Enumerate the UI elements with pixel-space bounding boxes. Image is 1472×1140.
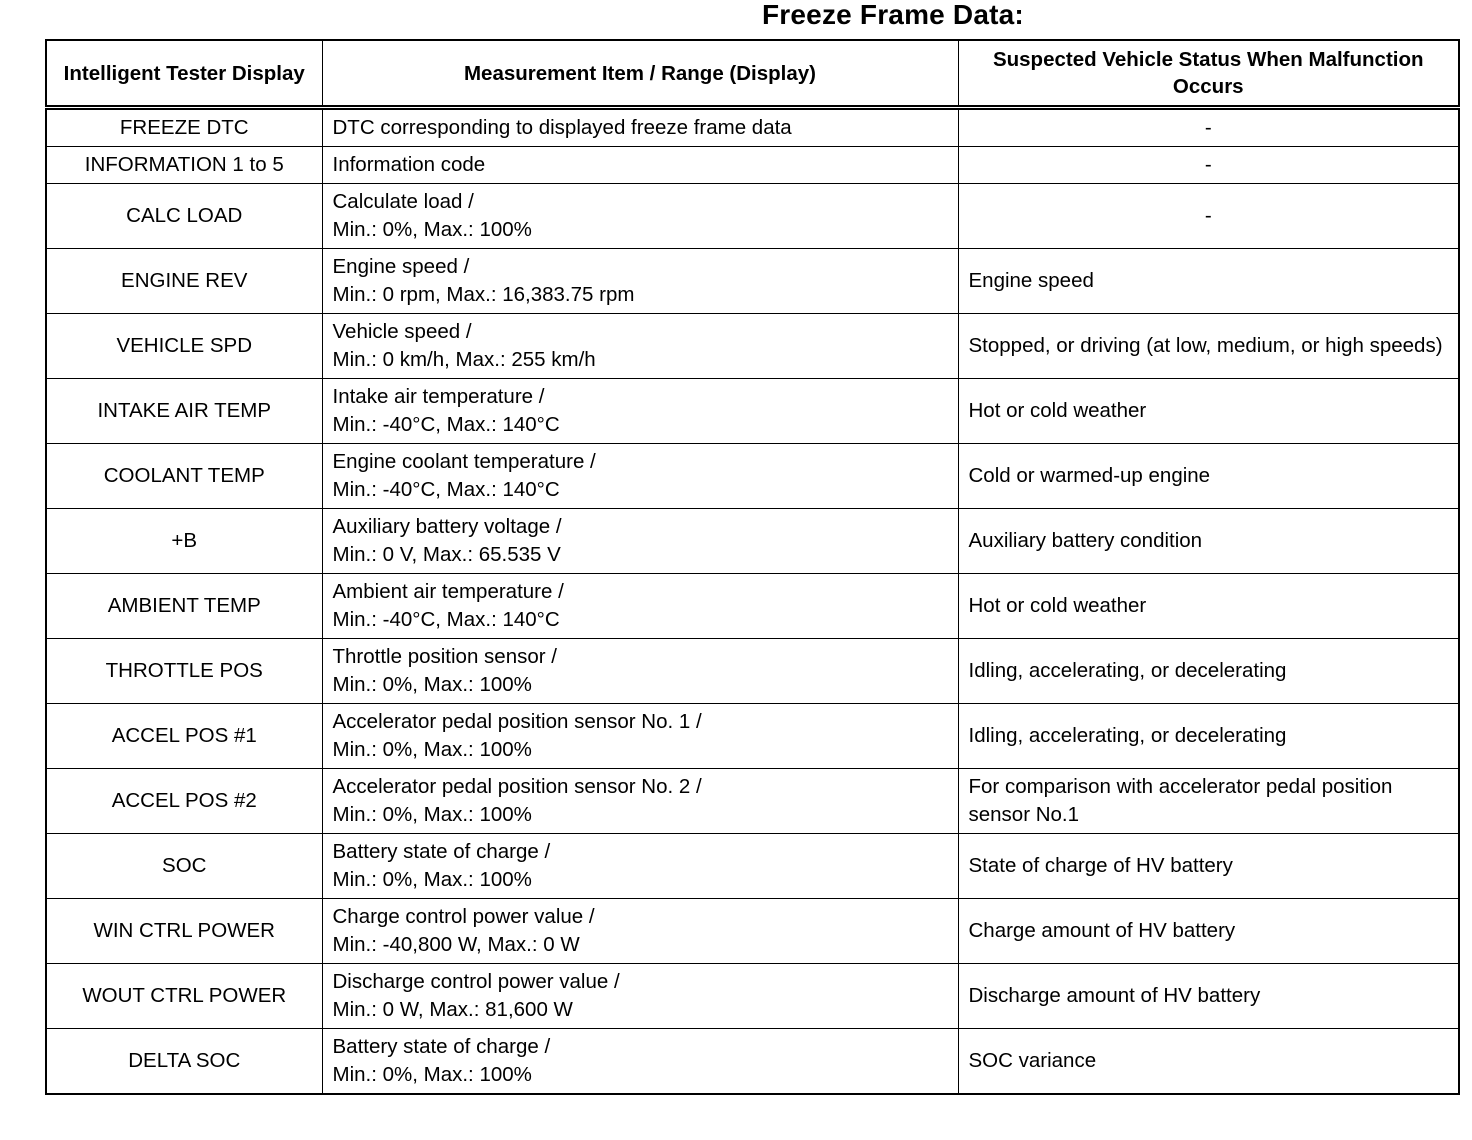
status-cell: Stopped, or driving (at low, medium, or high speeds) xyxy=(958,314,1459,379)
table-row xyxy=(46,834,1459,899)
measurement-range: Min.: -40°C, Max.: 140°C xyxy=(332,413,560,436)
measurement-cell xyxy=(322,108,958,147)
measurement-range: Min.: 0 rpm, Max.: 16,383.75 rpm xyxy=(332,283,635,306)
table-row xyxy=(46,769,1459,834)
tester-display-cell: WIN CTRL POWER xyxy=(46,899,322,964)
measurement-name: Charge control power value / xyxy=(332,905,595,928)
status-cell: Idling, accelerating, or decelerating xyxy=(958,639,1459,704)
measurement-cell xyxy=(322,574,958,639)
table-row xyxy=(46,639,1459,704)
status-cell: - xyxy=(958,184,1459,249)
status-cell: Idling, accelerating, or decelerating xyxy=(958,704,1459,769)
status-cell: Cold or warmed-up engine xyxy=(958,444,1459,509)
measurement-cell xyxy=(322,249,958,314)
tester-display-cell: FREEZE DTC xyxy=(46,108,322,147)
measurement-cell xyxy=(322,639,958,704)
tester-display-cell: ENGINE REV xyxy=(46,249,322,314)
measurement-cell xyxy=(322,147,958,184)
status-cell: Engine speed xyxy=(958,249,1459,314)
table-row xyxy=(46,184,1459,249)
tester-display-cell: ACCEL POS #1 xyxy=(46,704,322,769)
measurement-name: Throttle position sensor / xyxy=(332,645,557,668)
page-title: Freeze Frame Data: xyxy=(762,0,1024,30)
status-cell: Discharge amount of HV battery xyxy=(958,964,1459,1029)
measurement-name: Accelerator pedal position sensor No. 2 / xyxy=(332,775,702,798)
table-row xyxy=(46,574,1459,639)
table-row xyxy=(46,444,1459,509)
status-cell: Hot or cold weather xyxy=(958,379,1459,444)
measurement-range: Min.: -40,800 W, Max.: 0 W xyxy=(332,933,580,956)
measurement-name: Battery state of charge / xyxy=(332,840,551,863)
status-cell: - xyxy=(958,147,1459,184)
tester-display-cell: ACCEL POS #2 xyxy=(46,769,322,834)
table-row xyxy=(46,249,1459,314)
measurement-range: Min.: 0 V, Max.: 65.535 V xyxy=(332,543,561,566)
tester-display-cell: VEHICLE SPD xyxy=(46,314,322,379)
measurement-name: Engine speed / xyxy=(332,255,470,278)
header-tester-display: Intelligent Tester Display xyxy=(46,40,322,108)
measurement-name: Vehicle speed / xyxy=(332,320,472,343)
measurement-name: Engine coolant temperature / xyxy=(332,450,596,473)
table-header-row xyxy=(46,40,1459,108)
table-row xyxy=(46,314,1459,379)
table-row xyxy=(46,899,1459,964)
tester-display-cell: AMBIENT TEMP xyxy=(46,574,322,639)
measurement-cell xyxy=(322,379,958,444)
measurement-name: Intake air temperature / xyxy=(332,385,545,408)
measurement-range: Min.: -40°C, Max.: 140°C xyxy=(332,608,560,631)
measurement-cell xyxy=(322,314,958,379)
measurement-name: Ambient air temperature / xyxy=(332,580,564,603)
measurement-range: Min.: 0%, Max.: 100% xyxy=(332,738,532,761)
measurement-name: Discharge control power value / xyxy=(332,970,620,993)
measurement-range: Min.: 0%, Max.: 100% xyxy=(332,868,532,891)
status-cell: For comparison with accelerator pedal position sensor No.1 xyxy=(958,769,1459,834)
status-cell: - xyxy=(958,108,1459,147)
tester-display-cell: THROTTLE POS xyxy=(46,639,322,704)
table-row xyxy=(46,108,1459,147)
table-row xyxy=(46,704,1459,769)
table-row xyxy=(46,509,1459,574)
header-measurement-item: Measurement Item / Range (Display) xyxy=(322,40,958,108)
freeze-frame-data-table xyxy=(45,39,1460,1095)
measurement-cell xyxy=(322,509,958,574)
table-row xyxy=(46,1029,1459,1095)
measurement-name: Battery state of charge / xyxy=(332,1035,551,1058)
header-suspected-status: Suspected Vehicle Status When Malfunction Occurs xyxy=(958,40,1459,108)
measurement-name: Calculate load / xyxy=(332,190,474,213)
status-cell: SOC variance xyxy=(958,1029,1459,1095)
measurement-cell xyxy=(322,769,958,834)
measurement-name: Auxiliary battery voltage / xyxy=(332,515,562,538)
status-cell: Hot or cold weather xyxy=(958,574,1459,639)
tester-display-cell: CALC LOAD xyxy=(46,184,322,249)
measurement-name: Accelerator pedal position sensor No. 1 / xyxy=(332,710,702,733)
tester-display-cell: COOLANT TEMP xyxy=(46,444,322,509)
measurement-range: Min.: 0%, Max.: 100% xyxy=(332,673,532,696)
measurement-cell xyxy=(322,1029,958,1095)
tester-display-cell: INTAKE AIR TEMP xyxy=(46,379,322,444)
measurement-range: Min.: 0%, Max.: 100% xyxy=(332,803,532,826)
measurement-cell xyxy=(322,444,958,509)
measurement-range: Min.: -40°C, Max.: 140°C xyxy=(332,478,560,501)
measurement-cell xyxy=(322,704,958,769)
status-cell: Auxiliary battery condition xyxy=(958,509,1459,574)
measurement-line: DTC corresponding to displayed freeze frame data xyxy=(332,116,792,139)
tester-display-cell: +B xyxy=(46,509,322,574)
table-row xyxy=(46,147,1459,184)
tester-display-cell: DELTA SOC xyxy=(46,1029,322,1095)
measurement-range: Min.: 0 W, Max.: 81,600 W xyxy=(332,998,573,1021)
measurement-line: Information code xyxy=(332,153,486,176)
table-row xyxy=(46,379,1459,444)
measurement-cell xyxy=(322,899,958,964)
measurement-range: Min.: 0%, Max.: 100% xyxy=(332,218,532,241)
tester-display-cell: INFORMATION 1 to 5 xyxy=(46,147,322,184)
measurement-range: Min.: 0 km/h, Max.: 255 km/h xyxy=(332,348,596,371)
status-cell: State of charge of HV battery xyxy=(958,834,1459,899)
table-row xyxy=(46,964,1459,1029)
status-cell: Charge amount of HV battery xyxy=(958,899,1459,964)
tester-display-cell: SOC xyxy=(46,834,322,899)
measurement-cell xyxy=(322,964,958,1029)
measurement-cell xyxy=(322,834,958,899)
tester-display-cell: WOUT CTRL POWER xyxy=(46,964,322,1029)
measurement-range: Min.: 0%, Max.: 100% xyxy=(332,1063,532,1086)
measurement-cell xyxy=(322,184,958,249)
